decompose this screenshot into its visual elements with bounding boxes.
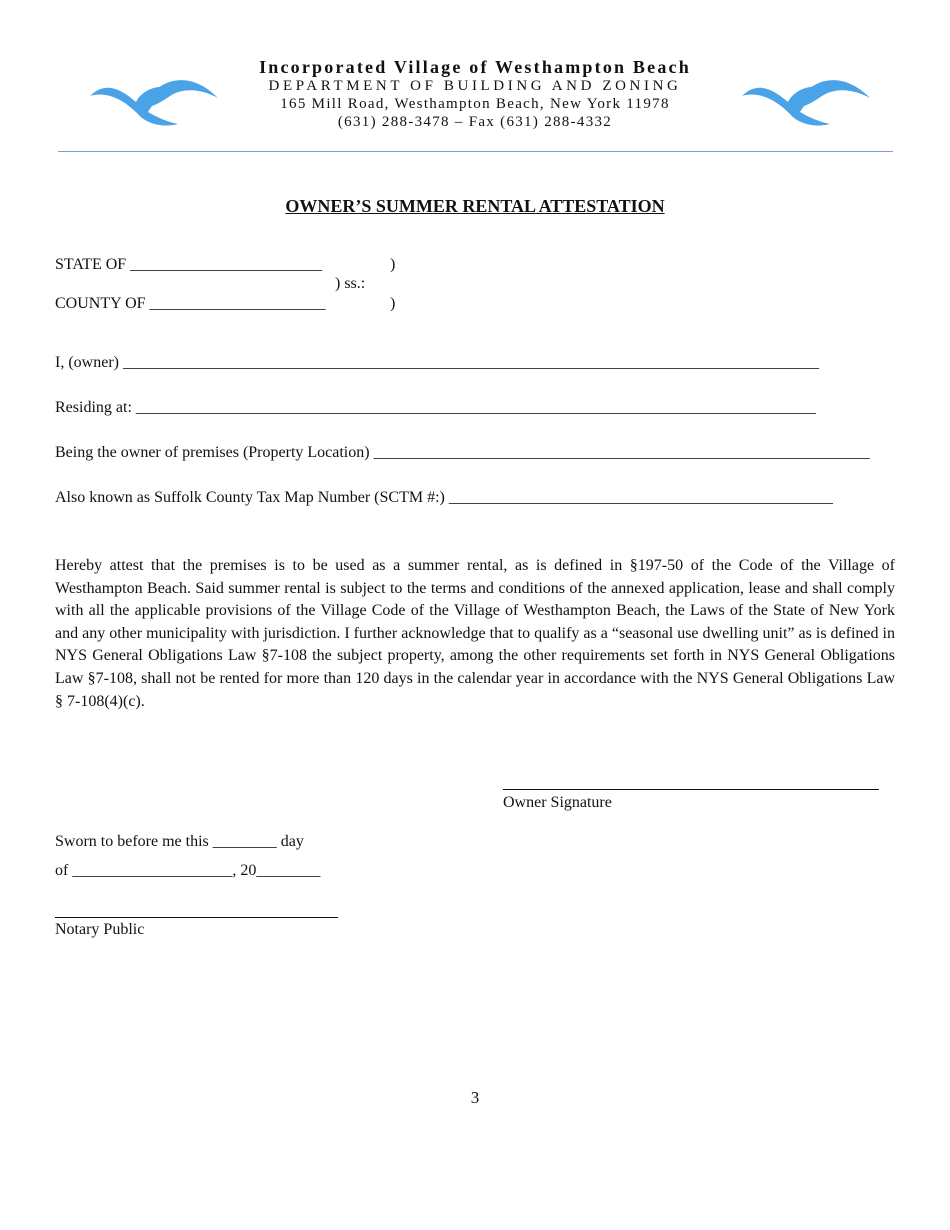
venue-bracket-top: ) <box>390 256 396 273</box>
owner-name-field[interactable]: I, (owner) _______________________________________________________________________________________ <box>55 354 819 371</box>
property-location-field[interactable]: Being the owner of premises (Property Location) ______________________________________________________________ <box>55 444 870 461</box>
notary-signature-line[interactable] <box>55 917 338 918</box>
department-phone: (631) 288-3478 – Fax (631) 288-4332 <box>337 114 613 130</box>
venue-ss: ) ss.: <box>335 275 366 292</box>
notary-public-label: Notary Public <box>55 921 145 938</box>
sworn-month-year-field[interactable]: of ____________________, 20________ <box>55 862 321 879</box>
state-of-field[interactable]: STATE OF ________________________ <box>55 256 323 273</box>
attestation-paragraph: Hereby attest that the premises is to be used as a summer rental, as is defined in §197-50 of the Code of the Village of Westhampton Beach. Said summer rental is subject to the terms and conditions of the annexed application, lease and shall comply with all the applicable provisions of the Village Code of the Village of Westhampton Beach, the Laws of the State of New York and any other municipality with jurisdiction. I further acknowledge that to qualify as a “seasonal use dwelling unit” as is defined in NYS General Obligations Law §7-108 the subject property, among the other requirements set forth in NYS General Obligations Law §7-108, shall not be rented for more than 120 days in the calendar year in accordance with the NYS General Obligations Law § 7-108(4)(c). <box>55 557 895 710</box>
sctm-number-field[interactable]: Also known as Suffolk County Tax Map Number (SCTM #:) ________________________________________________ <box>55 489 833 506</box>
sworn-date-field[interactable]: Sworn to before me this ________ day <box>55 833 304 850</box>
venue-bracket-bottom: ) <box>390 295 396 312</box>
department-address: 165 Mill Road, Westhampton Beach, New York 11978 <box>280 96 670 112</box>
page-number: 3 <box>470 1088 480 1107</box>
letterhead-divider <box>58 151 893 152</box>
county-of-field[interactable]: COUNTY OF ______________________ <box>55 295 326 312</box>
owner-signature-line[interactable] <box>503 789 879 790</box>
document-title: OWNER’S SUMMER RENTAL ATTESTATION <box>285 196 665 216</box>
residing-at-field[interactable]: Residing at: _____________________________________________________________________________________ <box>55 399 816 416</box>
owner-signature-label: Owner Signature <box>503 794 612 811</box>
department-name: DEPARTMENT OF BUILDING AND ZONING <box>268 78 682 94</box>
village-name: Incorporated Village of Westhampton Beach <box>259 57 691 77</box>
